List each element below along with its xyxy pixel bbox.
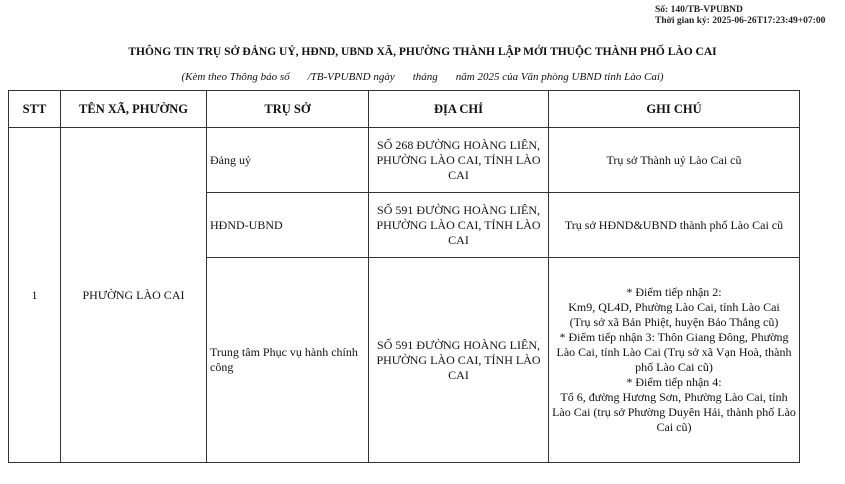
note-cell [549, 258, 800, 463]
note-line: * Điểm tiếp nhận 3: Thôn Giang Đông, Phường Lào Cai, tỉnh Lào Cai (Trụ sở xã Vạn Hoà, thành phố Lào Cai cũ) [556, 330, 792, 374]
address-cell: SỐ 591 ĐƯỜNG HOÀNG LIÊN, PHƯỜNG LÀO CAI, TỈNH LÀO CAI [369, 193, 549, 258]
note-line: * Điểm tiếp nhận 2: [626, 285, 722, 299]
document-number: Số: 140/TB-VPUBND [655, 5, 743, 15]
table-header-row [9, 91, 800, 128]
office-cell: Đảng uỷ [207, 128, 369, 193]
column-header-office: TRỤ SỞ [207, 91, 369, 128]
note-cell: Trụ sở Thành uỷ Lào Cai cũ [549, 128, 800, 193]
note-cell: Trụ sở HĐND&UBND thành phố Lào Cai cũ [549, 193, 800, 258]
signature-metadata [655, 5, 825, 27]
column-header-stt: STT [9, 91, 61, 128]
column-header-ward: TÊN XÃ, PHƯỜNG [61, 91, 207, 128]
address-cell: SỐ 268 ĐƯỜNG HOÀNG LIÊN, PHƯỜNG LÀO CAI, TỈNH LÀO CAI [369, 128, 549, 193]
signed-timestamp: Thời gian ký: 2025-06-26T17:23:49+07:00 [655, 16, 826, 26]
subtitle-part-2: /TB-VPUBND ngày [307, 71, 395, 83]
subtitle-part-4: năm 2025 của Văn phòng UBND tỉnh Lào Cai) [455, 71, 664, 83]
note-line: Km9, QL4D, Phường Lào Cai, tỉnh Lào Cai [568, 300, 780, 314]
document-title: THÔNG TIN TRỤ SỞ ĐẢNG UỶ, HĐND, UBND XÃ, PHƯỜNG THÀNH LẬP MỚI THUỘC THÀNH PHỐ LÀO CAI [128, 46, 717, 58]
column-header-note: GHI CHÚ [549, 91, 800, 128]
ward-name-cell: PHƯỜNG LÀO CAI [61, 128, 207, 463]
note-line: * Điểm tiếp nhận 4: [626, 375, 722, 389]
document-subtitle [0, 71, 845, 83]
subtitle-part-3: tháng [412, 71, 438, 83]
office-cell: Trung tâm Phục vụ hành chính công [207, 258, 369, 463]
stt-cell: 1 [9, 128, 61, 463]
note-line: (Trụ sở xã Bản Phiệt, huyện Bảo Thắng cũ) [569, 315, 779, 329]
table-row [9, 128, 800, 193]
office-info-table [8, 90, 800, 463]
column-header-address: ĐỊA CHỈ [369, 91, 549, 128]
subtitle-part-1: (Kèm theo Thông báo số [181, 71, 290, 83]
address-cell: SỐ 591 ĐƯỜNG HOÀNG LIÊN, PHƯỜNG LÀO CAI, TỈNH LÀO CAI [369, 258, 549, 463]
office-cell: HĐND-UBND [207, 193, 369, 258]
note-line: Tổ 6, đường Hương Sơn, Phường Lào Cai, tỉnh Lào Cai (trụ sở Phường Duyên Hải, thành phố Lào Cai cũ) [552, 390, 796, 434]
